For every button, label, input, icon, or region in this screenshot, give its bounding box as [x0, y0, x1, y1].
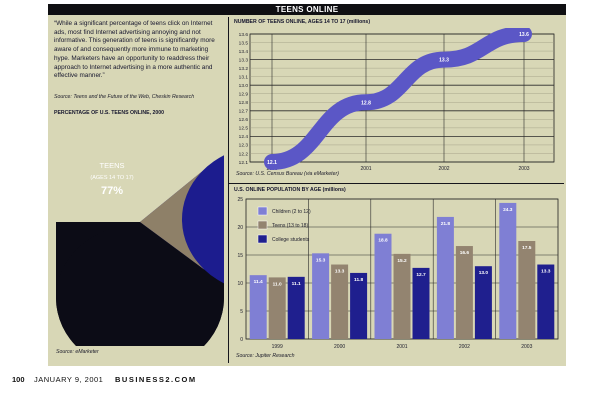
bar-data-label: 18.8: [378, 238, 388, 244]
legend-swatch: [258, 221, 267, 229]
line-data-label: 12.1: [267, 160, 277, 166]
bar-ytick-label: 10: [237, 281, 243, 287]
issue-date: JANUARY 9, 2001: [34, 375, 104, 384]
line-ytick-label: 12.3: [238, 143, 248, 149]
line-xtick-label: 2003: [518, 166, 530, 172]
horizontal-divider: [229, 183, 564, 184]
bar: [518, 241, 535, 339]
line-source: Source: U.S. Census Bureau (via eMarketer): [236, 171, 339, 177]
bar-data-label: 13.0: [478, 271, 489, 277]
legend-label: College students: [272, 237, 310, 243]
bar-xtick-label: 2000: [334, 344, 346, 350]
bar-data-label: 21.8: [440, 221, 451, 227]
line-ytick-label: 13.1: [238, 75, 248, 81]
bar-data-label: 12.7: [416, 272, 426, 278]
line-ytick-label: 12.5: [238, 126, 248, 132]
bar-data-label: 13.3: [541, 269, 551, 275]
bar-ytick-label: 15: [237, 253, 243, 259]
bar-data-label: 24.3: [503, 207, 513, 213]
line-ytick-label: 12.6: [238, 118, 248, 124]
bar-ytick-label: 25: [237, 197, 243, 203]
page-number: 100: [12, 375, 25, 384]
bar: [499, 203, 516, 339]
pie-label: TEENS: [99, 161, 125, 170]
bar: [456, 246, 473, 339]
bar-data-label: 11.0: [272, 282, 282, 288]
bar-xtick-label: 2001: [396, 344, 408, 350]
vertical-divider: [228, 17, 229, 363]
pie-sublabel: (AGES 14 TO 17): [90, 175, 134, 181]
line-series: [272, 34, 524, 162]
line-data-label: 12.8: [361, 100, 371, 107]
line-ytick-label: 12.9: [238, 92, 248, 98]
line-data-label: 13.3: [439, 57, 449, 64]
line-ytick-label: 13.3: [238, 58, 248, 64]
quote-source: Source: Teens and the Future of the Web, Cheskin Research: [54, 94, 195, 100]
bar-data-label: 11.8: [354, 277, 364, 283]
line-title: NUMBER OF TEENS ONLINE, AGES 14 TO 17 (millions): [234, 19, 371, 25]
bar-chart: [232, 193, 562, 363]
legend-swatch: [258, 207, 267, 215]
line-data-label: 13.6: [519, 32, 529, 38]
pie-source: Source: eMarketer: [56, 349, 99, 355]
legend-swatch: [258, 235, 267, 243]
bar: [331, 265, 348, 339]
line-plot-frame: [250, 34, 554, 162]
bar: [394, 254, 411, 339]
bar-xtick-label: 2003: [521, 344, 533, 350]
bar-ytick-label: 5: [240, 309, 243, 315]
bar-source: Source: Jupiter Research: [236, 353, 295, 359]
line-xtick-label: 2001: [360, 166, 372, 172]
pie-title: PERCENTAGE OF U.S. TEENS ONLINE, 2000: [54, 110, 165, 116]
bar-xtick-label: 2002: [458, 344, 470, 350]
line-ytick-label: 12.2: [238, 152, 248, 158]
bar-data-label: 15.2: [397, 258, 407, 264]
line-xtick-label: 2000: [266, 166, 278, 172]
pie-value-label: 77%: [100, 185, 124, 197]
bar: [537, 265, 554, 339]
line-xtick-label: 2002: [438, 166, 450, 172]
bar-data-label: 13.3: [334, 269, 345, 275]
header-title: TEENS ONLINE: [275, 5, 339, 14]
header-band: [48, 4, 566, 15]
bar-ytick-label: 0: [240, 337, 243, 343]
bar-data-label: 11.1: [291, 281, 301, 287]
brand-name: BUSINESS2.COM: [115, 375, 197, 384]
bar-data-label: 11.4: [253, 280, 263, 286]
bar: [375, 234, 392, 339]
legend-label: Teens (13 to 18): [272, 223, 309, 229]
line-ytick-label: 12.8: [238, 101, 248, 107]
bar-ytick-label: 20: [237, 225, 243, 231]
bar-data-label: 17.5: [522, 246, 532, 251]
bar: [475, 266, 492, 339]
pie-chart: [54, 122, 224, 346]
line-ytick-label: 13.5: [238, 41, 248, 47]
line-ytick-label: 13.2: [238, 66, 248, 72]
line-ytick-label: 12.1: [238, 160, 248, 166]
bar: [413, 268, 430, 339]
bar-xtick-label: 1999: [271, 344, 283, 350]
line-ytick-label: 12.7: [238, 109, 248, 115]
quote-text: “While a significant percentage of teens click on Internet ads, most find Internet advertising annoying and not informative. This generation of teens is significantly more aware of and consequently more immune to marketing hype. Marketers have an opportunity to readdress their approach to Internet advertising in a more authentic and effective manner.”: [54, 20, 215, 80]
line-ytick-label: 13.0: [238, 84, 248, 89]
bar-data-label: 16.6: [459, 251, 470, 257]
bar: [437, 217, 454, 339]
bar-title: U.S. ONLINE POPULATION BY AGE (millions): [234, 187, 346, 193]
line-ytick-label: 13.6: [238, 32, 248, 38]
legend-label: Children (2 to 12): [272, 209, 311, 215]
line-chart: [232, 28, 562, 180]
line-ytick-label: 13.4: [238, 49, 248, 55]
bar: [312, 253, 329, 339]
bar-data-label: 15.3: [315, 258, 326, 264]
line-ytick-label: 12.4: [238, 135, 248, 141]
